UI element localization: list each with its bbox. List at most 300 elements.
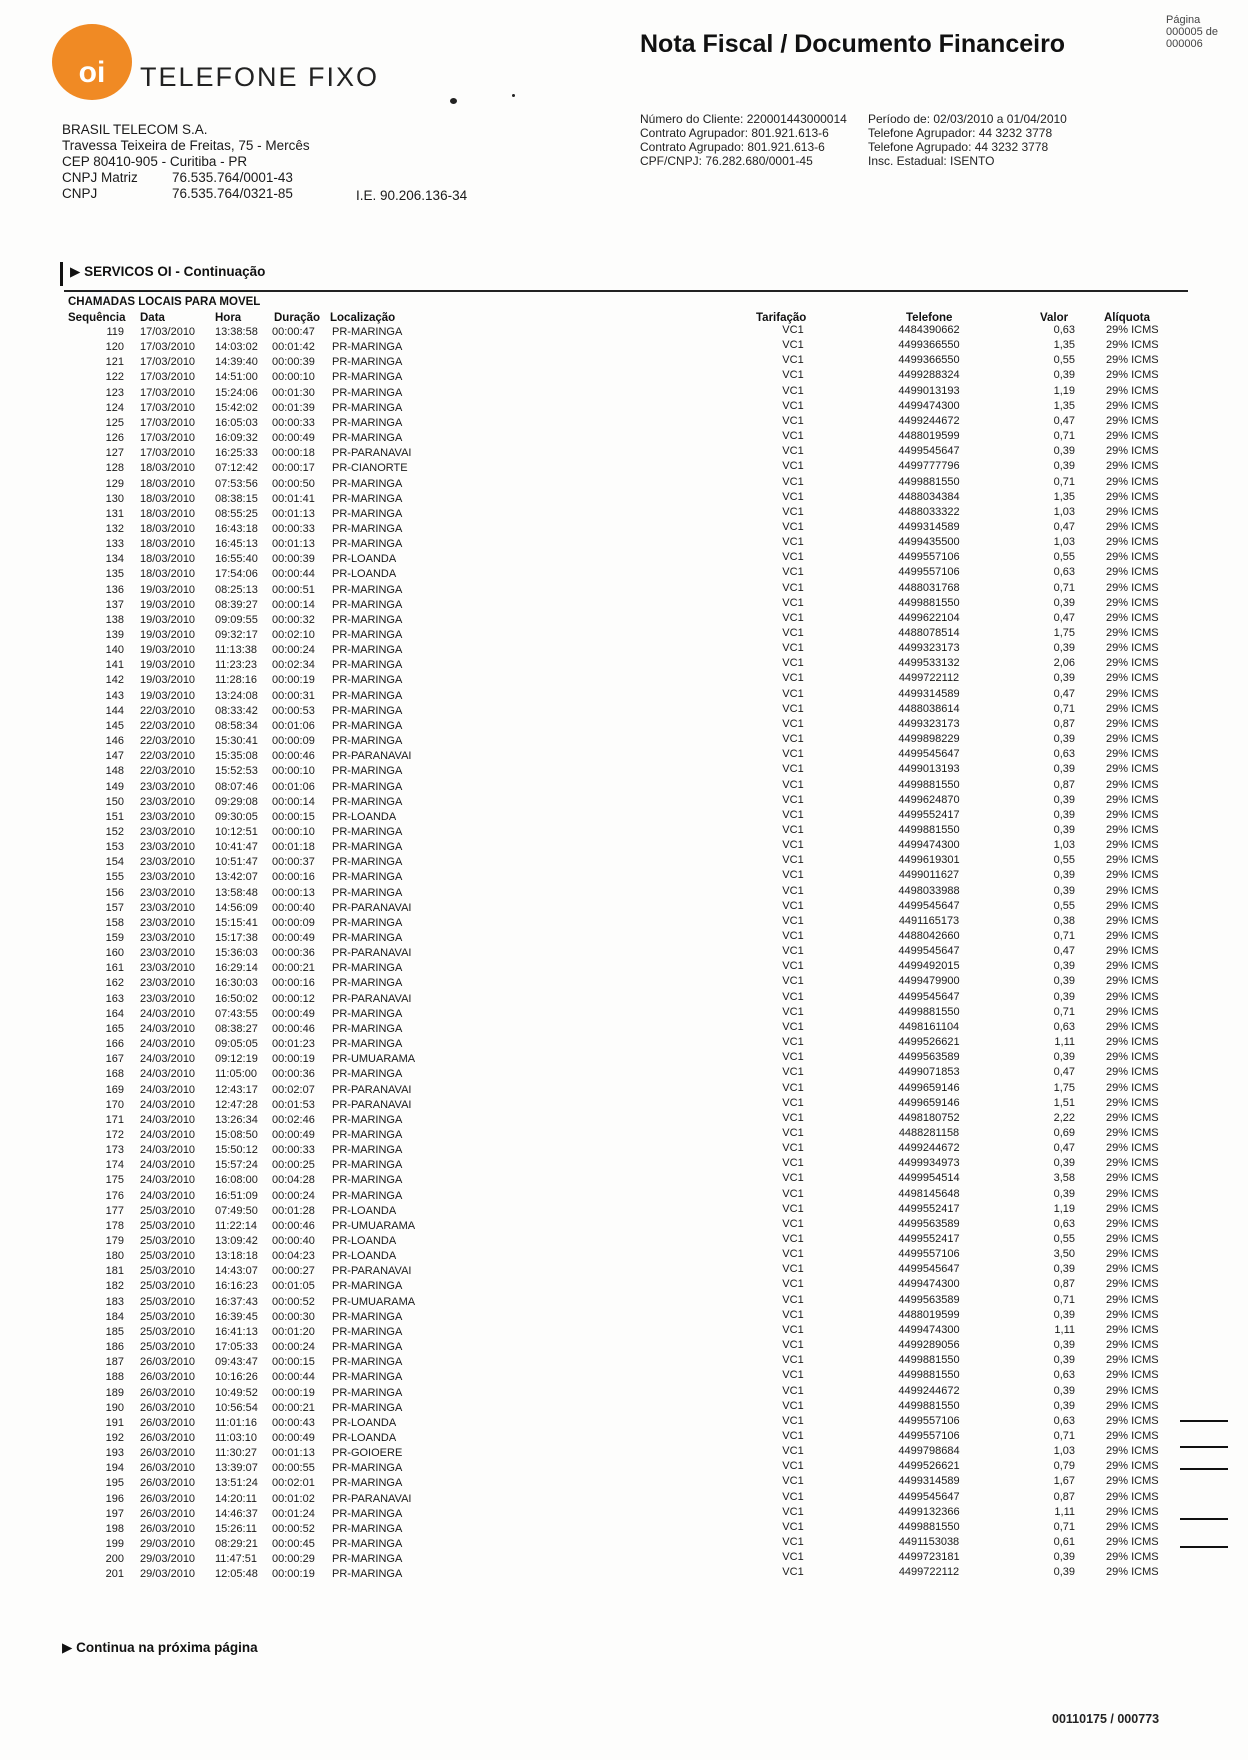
- cell-data: 25/03/2010: [140, 1235, 196, 1247]
- cell-valor: 1,03: [1053, 505, 1075, 518]
- document-title: Nota Fiscal / Documento Financeiro: [640, 30, 1066, 58]
- cell-hora: 13:51:24: [215, 1477, 258, 1490]
- cell-valor: 0,39: [1053, 733, 1075, 746]
- page-indicator: [1166, 14, 1218, 50]
- cell-telefone: 4491153038: [898, 1536, 960, 1548]
- cell-telefone: 4499881550: [898, 1369, 960, 1382]
- cell-localizacao: PR-MARINGA: [332, 780, 403, 793]
- customer-number: Número do Cliente: 220001443000014: [640, 112, 847, 126]
- cell-duracao: 00:00:14: [272, 795, 315, 808]
- cell-hora: 15:42:02: [215, 401, 258, 414]
- cell-hora: 16:50:02: [215, 992, 258, 1005]
- cell-localizacao: PR-MARINGA: [332, 674, 403, 687]
- cell-duracao: 00:00:10: [272, 371, 315, 384]
- cell-localizacao: PR-GOIOERE: [332, 1447, 403, 1460]
- contract-grouping: Contrato Agrupador: 801.921.613-6: [640, 126, 829, 140]
- cell-data: 26/03/2010: [140, 1356, 196, 1369]
- cell-duracao: 00:01:28: [272, 1204, 315, 1217]
- cell-localizacao: PR-MARINGA: [332, 932, 403, 944]
- cell-tarifacao: VC1: [782, 1384, 804, 1397]
- cell-telefone: 4499557106: [898, 551, 960, 564]
- cell-hora: 08:07:46: [215, 780, 258, 793]
- cell-seq: 179: [105, 1235, 124, 1247]
- cell-seq: 130: [105, 492, 124, 505]
- cell-tarifacao: VC1: [782, 854, 804, 867]
- cell-data: 29/03/2010: [140, 1538, 196, 1550]
- cell-hora: 16:29:14: [215, 962, 258, 975]
- cell-data: 26/03/2010: [140, 1416, 196, 1429]
- cell-localizacao: PR-MARINGA: [332, 1038, 403, 1051]
- cell-hora: 09:32:17: [215, 629, 258, 641]
- cell-duracao: 00:01:23: [272, 1038, 315, 1051]
- cell-aliquota: 29% ICMS: [1106, 642, 1159, 655]
- cell-telefone: 4499881550: [898, 596, 960, 609]
- col-header-hora: Hora: [215, 312, 242, 324]
- cell-tarifacao: VC1: [782, 339, 804, 352]
- cell-data: 23/03/2010: [140, 795, 196, 808]
- cell-tarifacao: VC1: [782, 763, 804, 776]
- cell-telefone: 4499526621: [898, 1460, 960, 1473]
- cell-tarifacao: VC1: [782, 1475, 804, 1488]
- phone-grouped: Telefone Agrupado: 44 3232 3778: [868, 140, 1049, 154]
- cell-tarifacao: VC1: [782, 808, 804, 821]
- cell-tarifacao: VC1: [782, 1293, 804, 1306]
- company-cnpj: CNPJ 76.535.764/0321-85: [62, 186, 293, 201]
- col-header-aliquota: Alíquota: [1104, 312, 1150, 324]
- cell-tarifacao: VC1: [782, 1445, 804, 1458]
- cell-aliquota: 29% ICMS: [1106, 1217, 1159, 1230]
- cell-data: 19/03/2010: [140, 613, 196, 626]
- cell-telefone: 4499545647: [898, 990, 960, 1003]
- cell-aliquota: 29% ICMS: [1106, 354, 1159, 367]
- cell-telefone: 4488033322: [898, 505, 960, 518]
- cell-seq: 145: [105, 719, 124, 732]
- cell-localizacao: PR-UMUARAMA: [332, 1053, 416, 1066]
- cell-duracao: 00:01:20: [272, 1325, 315, 1338]
- cell-seq: 143: [105, 689, 124, 702]
- customer-info-right: [868, 112, 1067, 168]
- cell-duracao: 00:02:34: [272, 659, 315, 672]
- cell-telefone: 4499323173: [898, 642, 960, 655]
- cell-seq: 136: [105, 583, 124, 596]
- cell-data: 23/03/2010: [140, 932, 196, 944]
- cell-aliquota: 29% ICMS: [1106, 1445, 1159, 1458]
- cell-duracao: 00:02:07: [272, 1083, 315, 1096]
- cell-duracao: 00:00:44: [272, 1371, 315, 1384]
- cell-valor: 0,39: [1053, 1384, 1075, 1397]
- cell-telefone: 4499244672: [898, 1142, 960, 1155]
- cell-valor: 0,39: [1053, 1308, 1075, 1321]
- cell-seq: 123: [105, 386, 124, 399]
- cell-telefone: 4499659146: [898, 1081, 960, 1094]
- cell-duracao: 00:00:24: [272, 644, 315, 657]
- cell-valor: 0,71: [1053, 1005, 1075, 1018]
- cell-valor: 0,39: [1053, 369, 1075, 382]
- cell-aliquota: 29% ICMS: [1106, 611, 1159, 624]
- cell-tarifacao: VC1: [782, 490, 804, 503]
- cell-tarifacao: VC1: [782, 1111, 804, 1124]
- cell-hora: 16:25:33: [215, 447, 258, 460]
- cell-hora: 11:13:38: [215, 644, 258, 657]
- cell-aliquota: 29% ICMS: [1106, 1566, 1159, 1579]
- cell-aliquota: 29% ICMS: [1106, 1520, 1159, 1533]
- cell-localizacao: PR-MARINGA: [332, 1356, 403, 1369]
- cell-data: 19/03/2010: [140, 644, 196, 657]
- cell-hora: 07:12:42: [215, 462, 258, 475]
- cell-telefone: 4499533132: [898, 657, 960, 670]
- cell-valor: 0,55: [1053, 854, 1075, 867]
- cell-telefone: 4499289056: [898, 1339, 960, 1352]
- cell-data: 23/03/2010: [140, 871, 196, 884]
- cell-localizacao: PR-MARINGA: [332, 598, 403, 611]
- cell-valor: 1,51: [1053, 1096, 1075, 1109]
- cell-duracao: 00:00:10: [272, 765, 315, 778]
- cell-hora: 09:05:05: [215, 1038, 258, 1051]
- cell-localizacao: PR-PARANAVAI: [332, 750, 412, 763]
- cell-telefone: 4488019599: [898, 1308, 960, 1321]
- cell-telefone: 4499557106: [898, 1414, 960, 1427]
- company-cep: CEP 80410-905 - Curitiba - PR: [62, 154, 248, 169]
- triangle-right-icon: ▶: [70, 264, 81, 279]
- cell-data: 19/03/2010: [140, 583, 196, 596]
- cell-data: 22/03/2010: [140, 719, 196, 732]
- cell-duracao: 00:00:45: [272, 1538, 315, 1550]
- cell-hora: 09:09:55: [215, 613, 258, 626]
- cell-hora: 08:33:42: [215, 704, 258, 717]
- cell-aliquota: 29% ICMS: [1106, 1399, 1159, 1412]
- cell-seq: 165: [105, 1022, 124, 1035]
- cell-duracao: 00:00:36: [272, 1068, 315, 1081]
- cell-hora: 15:26:11: [215, 1522, 258, 1535]
- cell-seq: 181: [105, 1265, 124, 1278]
- edge-mark: [1180, 1468, 1228, 1470]
- company-cnpj-matriz: CNPJ Matriz 76.535.764/0001-43: [62, 170, 293, 185]
- cell-telefone: 4499881550: [898, 1354, 960, 1367]
- cell-duracao: 00:00:21: [272, 962, 315, 975]
- cell-valor: 1,03: [1053, 1445, 1075, 1458]
- cell-duracao: 00:00:46: [272, 1022, 315, 1035]
- cell-valor: 0,47: [1053, 945, 1075, 958]
- cell-data: 18/03/2010: [140, 477, 196, 490]
- cell-tarifacao: VC1: [782, 1096, 804, 1109]
- cell-hora: 16:51:09: [215, 1189, 258, 1202]
- cell-aliquota: 29% ICMS: [1106, 960, 1159, 973]
- cell-localizacao: PR-MARINGA: [332, 1477, 403, 1490]
- cell-seq: 196: [105, 1492, 124, 1505]
- cell-localizacao: PR-MARINGA: [332, 825, 403, 838]
- cell-aliquota: 29% ICMS: [1106, 627, 1159, 639]
- cell-localizacao: PR-MARINGA: [332, 1189, 403, 1202]
- cell-hora: 16:16:23: [215, 1280, 258, 1293]
- cell-localizacao: PR-MARINGA: [332, 1068, 403, 1081]
- cell-localizacao: PR-LOANDA: [332, 553, 397, 566]
- col-header-valor: Valor: [1040, 312, 1069, 324]
- cell-duracao: 00:00:10: [272, 825, 315, 838]
- cell-duracao: 00:01:53: [272, 1098, 315, 1111]
- customer-info-left: [640, 112, 847, 168]
- cell-localizacao: PR-PARANAVAI: [332, 901, 412, 914]
- cell-tarifacao: VC1: [782, 778, 804, 791]
- cell-tarifacao: VC1: [782, 627, 804, 639]
- cell-telefone: 4499479900: [898, 975, 960, 988]
- cell-duracao: 00:01:13: [272, 1447, 315, 1460]
- cell-aliquota: 29% ICMS: [1106, 763, 1159, 776]
- cell-hora: 08:38:27: [215, 1022, 258, 1035]
- cell-duracao: 00:00:47: [272, 326, 315, 338]
- cell-telefone: 4488281158: [898, 1126, 960, 1139]
- cell-seq: 134: [105, 553, 124, 566]
- triangle-right-icon: ▶: [62, 1640, 73, 1655]
- col-header-data: Data: [140, 312, 165, 324]
- cell-tarifacao: VC1: [782, 1157, 804, 1170]
- cell-valor: 0,55: [1053, 354, 1075, 367]
- cell-duracao: 00:00:40: [272, 901, 315, 914]
- cell-valor: 0,39: [1053, 445, 1075, 458]
- cell-duracao: 00:00:30: [272, 1310, 315, 1323]
- cell-data: 24/03/2010: [140, 1068, 196, 1081]
- cell-hora: 13:24:08: [215, 689, 258, 702]
- cell-duracao: 00:00:09: [272, 916, 315, 929]
- cell-aliquota: 29% ICMS: [1106, 1202, 1159, 1215]
- cell-duracao: 00:01:13: [272, 507, 315, 520]
- cell-localizacao: PR-MARINGA: [332, 1371, 403, 1384]
- cell-hora: 09:43:47: [215, 1356, 258, 1369]
- cell-data: 24/03/2010: [140, 1007, 196, 1020]
- cell-valor: 0,47: [1053, 414, 1075, 427]
- cell-data: 23/03/2010: [140, 962, 196, 975]
- cell-seq: 187: [105, 1356, 124, 1369]
- cell-telefone: 4499619301: [898, 854, 960, 867]
- cell-duracao: 00:02:10: [272, 629, 315, 641]
- cell-seq: 124: [105, 401, 124, 414]
- cell-localizacao: PR-MARINGA: [332, 341, 403, 354]
- cell-tarifacao: VC1: [782, 672, 804, 685]
- cell-aliquota: 29% ICMS: [1106, 1308, 1159, 1321]
- cell-aliquota: 29% ICMS: [1106, 551, 1159, 564]
- cell-hora: 08:25:13: [215, 583, 258, 596]
- cell-localizacao: PR-MARINGA: [332, 1280, 403, 1293]
- cell-telefone: 4491165173: [898, 914, 960, 927]
- cell-valor: 0,39: [1053, 975, 1075, 988]
- cell-tarifacao: VC1: [782, 611, 804, 624]
- cell-seq: 147: [105, 750, 124, 763]
- cell-aliquota: 29% ICMS: [1106, 793, 1159, 806]
- cell-valor: 0,39: [1053, 960, 1075, 973]
- cell-duracao: 00:00:16: [272, 871, 315, 884]
- cell-telefone: 4499552417: [898, 808, 960, 821]
- cell-aliquota: 29% ICMS: [1106, 1475, 1159, 1488]
- cell-valor: 3,50: [1053, 1248, 1075, 1261]
- cell-data: 22/03/2010: [140, 765, 196, 778]
- cell-valor: 0,47: [1053, 520, 1075, 533]
- cell-seq: 173: [105, 1144, 124, 1157]
- cell-tarifacao: VC1: [782, 1414, 804, 1427]
- cell-telefone: 4488038614: [898, 702, 960, 715]
- cell-aliquota: 29% ICMS: [1106, 596, 1159, 609]
- cell-seq: 189: [105, 1386, 124, 1399]
- cell-valor: 0,55: [1053, 1233, 1075, 1245]
- billing-period: Período de: 02/03/2010 a 01/04/2010: [868, 112, 1067, 126]
- cell-valor: 3,58: [1053, 1172, 1075, 1185]
- cell-tarifacao: VC1: [782, 642, 804, 655]
- cell-tarifacao: VC1: [782, 536, 804, 549]
- cell-telefone: 4499881550: [898, 1399, 960, 1412]
- cell-data: 19/03/2010: [140, 689, 196, 702]
- section-title: ▶ SERVICOS OI - Continuação: [70, 264, 266, 279]
- cell-data: 18/03/2010: [140, 492, 196, 505]
- cell-aliquota: 29% ICMS: [1106, 1233, 1159, 1245]
- cell-localizacao: PR-MARINGA: [332, 977, 403, 990]
- cell-valor: 0,71: [1053, 581, 1075, 594]
- cell-data: 17/03/2010: [140, 386, 196, 399]
- edge-mark: [1180, 1518, 1228, 1520]
- cell-seq: 140: [105, 644, 124, 657]
- cell-seq: 155: [105, 871, 124, 884]
- cell-data: 25/03/2010: [140, 1295, 196, 1308]
- cell-valor: 0,71: [1053, 1293, 1075, 1306]
- cell-telefone: 4498145648: [898, 1187, 960, 1200]
- cell-telefone: 4488019599: [898, 430, 960, 443]
- cell-localizacao: PR-MARINGA: [332, 371, 403, 384]
- cell-seq: 141: [105, 659, 124, 672]
- cell-aliquota: 29% ICMS: [1106, 1111, 1159, 1124]
- cell-telefone: 4499798684: [898, 1445, 960, 1458]
- cell-telefone: 4498161104: [898, 1020, 960, 1033]
- cell-duracao: 00:02:01: [272, 1477, 315, 1490]
- cell-localizacao: PR-MARINGA: [332, 735, 403, 748]
- cell-tarifacao: VC1: [782, 1505, 804, 1518]
- cell-telefone: 4499366550: [898, 354, 960, 367]
- cell-tarifacao: VC1: [782, 748, 804, 761]
- cell-hora: 15:57:24: [215, 1159, 258, 1172]
- cell-telefone: 4499881550: [898, 823, 960, 836]
- cell-telefone: 4499474300: [898, 1278, 960, 1291]
- cell-data: 26/03/2010: [140, 1431, 196, 1444]
- cell-data: 24/03/2010: [140, 1144, 196, 1157]
- cell-valor: 0,39: [1053, 642, 1075, 655]
- cell-tarifacao: VC1: [782, 1142, 804, 1155]
- cell-localizacao: PR-CIANORTE: [332, 462, 408, 475]
- cell-duracao: 00:00:52: [272, 1522, 315, 1535]
- cell-tarifacao: VC1: [782, 1233, 804, 1245]
- cell-seq: 156: [105, 886, 124, 899]
- cell-seq: 138: [105, 613, 124, 626]
- cell-aliquota: 29% ICMS: [1106, 884, 1159, 897]
- cell-duracao: 00:00:16: [272, 977, 315, 990]
- cell-localizacao: PR-MARINGA: [332, 719, 403, 732]
- cell-hora: 16:09:32: [215, 432, 258, 445]
- cell-valor: 0,47: [1053, 687, 1075, 700]
- cell-telefone: 4499244672: [898, 414, 960, 427]
- cell-tarifacao: VC1: [782, 1020, 804, 1033]
- cell-localizacao: PR-MARINGA: [332, 401, 403, 414]
- cell-hora: 11:23:23: [215, 659, 258, 672]
- cell-tarifacao: VC1: [782, 369, 804, 382]
- cell-localizacao: PR-MARINGA: [332, 871, 403, 884]
- cell-data: 24/03/2010: [140, 1038, 196, 1051]
- cell-valor: 1,11: [1054, 1323, 1075, 1336]
- cell-valor: 0,63: [1053, 1217, 1075, 1230]
- cell-localizacao: PR-MARINGA: [332, 507, 403, 520]
- cell-localizacao: PR-UMUARAMA: [332, 1295, 416, 1308]
- cell-aliquota: 29% ICMS: [1106, 490, 1159, 503]
- cell-aliquota: 29% ICMS: [1106, 1536, 1159, 1548]
- cell-duracao: 00:01:24: [272, 1507, 315, 1520]
- cell-seq: 170: [105, 1098, 124, 1111]
- cell-seq: 133: [105, 538, 124, 551]
- cell-telefone: 4499881550: [898, 1520, 960, 1533]
- cell-localizacao: PR-LOANDA: [332, 1250, 397, 1263]
- cell-valor: 0,71: [1053, 1520, 1075, 1533]
- cell-data: 26/03/2010: [140, 1447, 196, 1460]
- cell-aliquota: 29% ICMS: [1106, 1051, 1159, 1064]
- cell-duracao: 00:00:46: [272, 1219, 315, 1232]
- cell-aliquota: 29% ICMS: [1106, 324, 1159, 336]
- cell-aliquota: 29% ICMS: [1106, 566, 1159, 579]
- cell-localizacao: PR-MARINGA: [332, 1144, 403, 1157]
- cell-seq: 169: [105, 1083, 124, 1096]
- cell-telefone: 4499622104: [898, 611, 960, 624]
- cell-valor: 0,39: [1053, 1157, 1075, 1170]
- cell-aliquota: 29% ICMS: [1106, 975, 1159, 988]
- cell-valor: 1,03: [1053, 839, 1075, 852]
- cell-hora: 08:55:25: [215, 507, 258, 520]
- cell-telefone: 4499474300: [898, 1323, 960, 1336]
- company-address: Travessa Teixeira de Freitas, 75 - Mercês: [62, 138, 310, 153]
- cell-duracao: 00:01:30: [272, 386, 315, 399]
- oi-logo: [52, 24, 132, 100]
- cell-aliquota: 29% ICMS: [1106, 808, 1159, 821]
- cell-hora: 08:58:34: [215, 719, 258, 732]
- cell-tarifacao: VC1: [782, 1354, 804, 1367]
- cell-seq: 163: [105, 992, 124, 1005]
- cell-tarifacao: VC1: [782, 823, 804, 836]
- cell-aliquota: 29% ICMS: [1106, 854, 1159, 867]
- cell-localizacao: PR-MARINGA: [332, 704, 403, 717]
- cell-data: 22/03/2010: [140, 735, 196, 748]
- cell-telefone: 4499013193: [898, 384, 960, 397]
- cell-hora: 13:09:42: [215, 1235, 258, 1247]
- cell-hora: 10:16:26: [215, 1371, 258, 1384]
- cell-valor: 0,39: [1053, 1263, 1075, 1276]
- cell-valor: 1,35: [1053, 339, 1075, 352]
- cell-duracao: 00:00:33: [272, 416, 315, 429]
- cell-duracao: 00:00:53: [272, 704, 315, 717]
- cell-duracao: 00:00:18: [272, 447, 315, 460]
- cell-tarifacao: VC1: [782, 1066, 804, 1079]
- cell-tarifacao: VC1: [782, 1278, 804, 1291]
- cell-telefone: 4488078514: [898, 627, 960, 639]
- cell-hora: 07:53:56: [215, 477, 258, 490]
- cell-seq: 129: [105, 477, 124, 490]
- cell-hora: 10:51:47: [215, 856, 258, 869]
- cell-seq: 178: [105, 1219, 124, 1232]
- cell-data: 24/03/2010: [140, 1113, 196, 1126]
- cell-hora: 10:41:47: [215, 841, 258, 854]
- cell-data: 24/03/2010: [140, 1053, 196, 1066]
- cell-valor: 0,71: [1053, 1429, 1075, 1442]
- cell-valor: 0,61: [1053, 1536, 1075, 1548]
- cell-seq: 121: [105, 356, 124, 369]
- cell-tarifacao: VC1: [782, 520, 804, 533]
- cell-telefone: 4499722112: [898, 1566, 960, 1579]
- cell-valor: 1,03: [1053, 536, 1075, 549]
- cell-aliquota: 29% ICMS: [1106, 1354, 1159, 1367]
- cell-duracao: 00:00:43: [272, 1416, 315, 1429]
- cell-aliquota: 29% ICMS: [1106, 733, 1159, 746]
- cell-tarifacao: VC1: [782, 687, 804, 700]
- cell-data: 23/03/2010: [140, 780, 196, 793]
